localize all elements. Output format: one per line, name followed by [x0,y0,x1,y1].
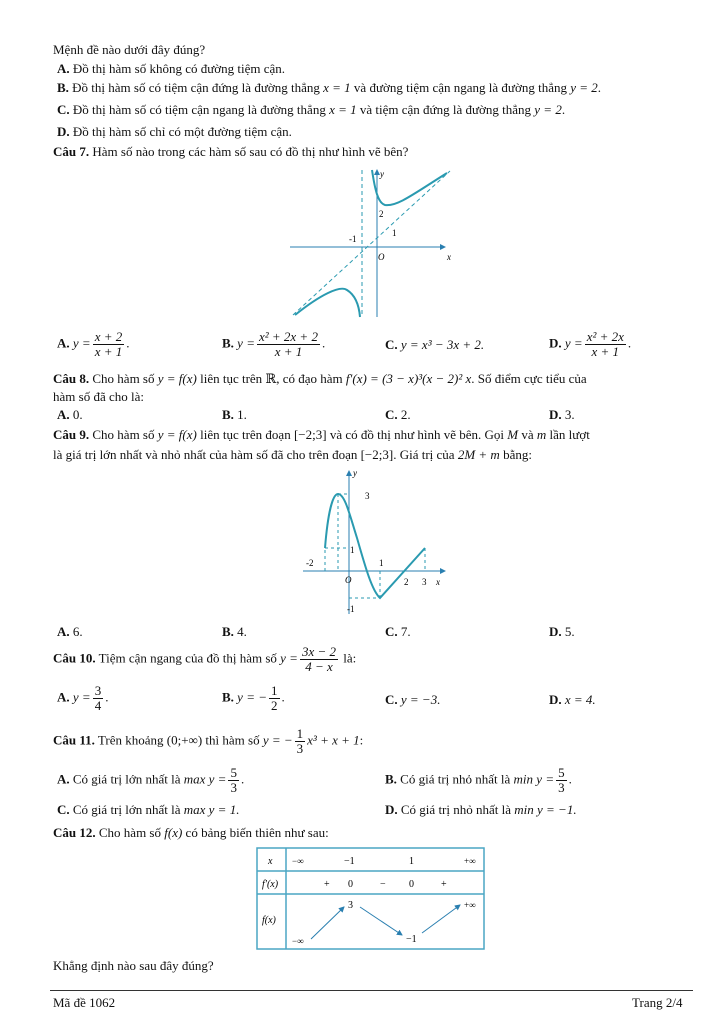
option-label: A. [57,61,70,76]
q12-variation-table [256,847,486,951]
option-text: Có giá trị lớn nhất là [72,771,181,787]
x-value: +∞ [464,856,476,866]
question-text: là: [343,650,357,666]
option-label: B. [222,407,234,422]
fraction [295,727,306,756]
fraction [93,684,104,713]
question-text: liên tục trên đoạn [200,427,291,442]
math-expr: x = 1 [323,80,351,95]
q7-graph [285,165,460,320]
option-label: D. [549,624,562,639]
question-text: bằng: [503,447,532,462]
tick-label-y1: 1 [350,545,355,555]
option-label: C. [57,802,70,817]
origin-label: O [378,252,385,262]
question-text: Tiệm cận ngang của đồ thị hàm số [98,650,277,666]
math-expr: f(x) [164,825,183,840]
denominator: 3 [296,741,304,756]
numerator: 1 [296,726,304,741]
option-label: D. [385,802,398,817]
tick-label-2: 2 [379,209,384,219]
q9-option-b [222,624,247,640]
option-label: D. [549,335,562,351]
option-text: 5. [564,624,575,639]
question-text: lần lượt [549,427,590,442]
question-text: . Giá trị của [393,447,455,462]
math-expr: y = −3. [400,692,441,707]
question-text: là giá trị lớn nhất và nhỏ nhất của hàm số đã cho trên đoạn [53,447,358,462]
option-label: D. [549,692,562,707]
math-expr: f′(x) = (3 − x)³(x − 2)² x [345,371,472,386]
math-expr: min y = −1. [514,802,577,817]
math-expr: max y = [183,771,227,787]
question-label: Câu 9. [53,427,90,442]
fprime-sign: − [380,879,386,890]
option-label: D. [57,124,70,139]
question-text: có bảng biến thiên như sau: [185,825,329,840]
q8-option-b [222,407,247,423]
punctuation: . [105,689,109,705]
row-label-f: f(x) [262,915,276,926]
math-expr: y = [72,689,91,705]
option-label: B. [385,771,397,787]
fprime-value: 0 [348,879,353,890]
q10-option-d [549,692,596,708]
option-text: 4. [237,624,247,639]
q10-option-c [385,692,440,708]
question-text: , có đạo hàm [276,371,343,386]
fraction [300,645,338,674]
q11-option-d [385,802,577,818]
question-text: liên tục trên [200,371,263,386]
fraction [228,766,239,795]
option-text: Có giá trị nhỏ nhất là [400,802,512,817]
tick-label-x3: 3 [422,577,427,587]
increasing-arrow [311,907,344,939]
option-text: 3. [564,407,575,422]
q10-option-a [57,684,108,713]
option-label: D. [549,407,562,422]
q9-graph [300,466,450,616]
option-label: B. [222,689,234,705]
option-label: A. [57,407,70,422]
math-expr: y = x³ − 3x + 2. [400,337,485,352]
increasing-arrow [422,905,460,933]
q7-stem [53,144,408,160]
math-expr: y = f(x) [157,371,197,386]
oblique-asymptote [293,171,450,315]
x-value: 1 [409,856,414,867]
question-text: Trên khoảng [97,732,164,748]
tick-label-x1: 1 [379,558,384,568]
question-label: Câu 10. [53,650,96,666]
option-label: C. [385,692,398,707]
option-text: 2. [400,407,411,422]
fraction [556,766,567,795]
fprime-value: 0 [409,879,414,890]
q9-option-d [549,624,575,640]
question-text: Cho hàm số [98,825,161,840]
math-expr: m [536,427,547,442]
option-label: C. [385,337,398,352]
question-label: Câu 7. [53,144,90,159]
math-expr: 2M + m [457,447,500,462]
denominator: x + 1 [274,344,303,359]
question-label: Câu 11. [53,732,95,748]
math-expr: min y = [513,771,555,787]
q8-option-c [385,407,411,423]
tick-label-1: 1 [392,228,397,238]
punctuation: . [281,689,285,705]
option-label: C. [385,624,398,639]
math-expr: y = − [237,689,267,705]
math-expr: y = [564,335,583,351]
intro-stem: Mệnh đề nào dưới đây đúng? [53,42,206,57]
intro-option-c: C. Đồ thị hàm số có tiệm cận ngang là đường thẳng x = 1 và tiệm cận đứng là đường thẳng y = 2. [57,102,566,117]
math-expr: y = [72,335,91,351]
denominator: x + 1 [591,344,620,359]
fraction [93,330,125,359]
curve-left-branch [295,289,360,317]
question-label: Câu 8. [53,371,90,386]
x-axis-label: x [447,252,451,262]
question-text: thì hàm số [205,732,260,748]
fraction [585,330,626,359]
footer-divider [50,990,693,991]
option-text: 6. [72,624,83,639]
math-expr: y = f(x) [157,427,197,442]
math-expr: y = − [262,732,293,748]
numerator: 1 [271,683,278,698]
q9-stem-line2 [53,447,532,463]
tick-label-x2: 2 [404,577,409,587]
intro-option-b: B. Đồ thị hàm số có tiệm cận đứng là đường thẳng x = 1 và đường tiệm cận ngang là đường thẳng y = 2. [57,80,602,95]
q8-stem-line1 [53,371,587,387]
q10-stem [53,645,356,674]
punctuation: . [568,771,572,787]
fraction [257,330,320,359]
math-expr: x = 4. [564,692,596,707]
math-expr: [−2;3] [360,447,394,462]
q10-option-b [222,684,285,713]
numerator: 5 [230,765,237,780]
option-label: C. [385,407,398,422]
x-value: −1 [344,856,355,867]
question-text: Hàm số nào trong các hàm số sau có đồ thị như hình vẽ bên? [92,144,409,159]
row-label-x: x [268,856,273,867]
option-text: Đồ thị hàm số không có đường tiệm cận. [72,61,286,76]
q7-option-d: D. y = $\frac{\text{x² + 2x}}{x + 1}$ . [549,329,632,359]
denominator: 4 [94,698,102,713]
math-expr: M [507,427,519,442]
question-text: . Số điểm cực tiểu của [471,371,587,386]
tick-label-minus1: -1 [349,234,357,244]
decreasing-arrow [360,907,402,935]
row-label-fprime: f′(x) [262,879,279,890]
y-axis-label: y [353,468,357,478]
option-text: 1. [237,407,247,422]
q8-option-a [57,407,83,423]
q12-question: Khẳng định nào sau đây đúng? [53,958,214,973]
f-value: −1 [406,934,417,945]
tick-label-y-minus1: -1 [347,604,355,614]
question-text: Cho hàm số [92,427,155,442]
option-text: 7. [400,624,411,639]
page-number: Trang 2/4 [632,995,683,1010]
question-text: và [521,427,534,442]
curve [325,494,425,598]
math-expr: max y = 1. [183,802,240,817]
math-expr: y = 2 [570,80,598,95]
option-label: A. [57,335,70,351]
option-label: C. [57,102,70,117]
fraction [269,684,280,713]
numerator: x + 2 [94,329,123,344]
f-value: +∞ [464,900,476,910]
denominator: 4 − x [305,659,333,674]
q7-option-a: A. y = $\frac{x + 2}{x + 1}$ . [57,329,130,359]
punctuation: . [240,771,245,787]
numerator: x² + 2x + 2 [258,329,318,344]
option-label: B. [222,335,234,351]
numerator: x² + 2x [586,329,624,344]
question-text: : [359,732,364,748]
tick-label-y3: 3 [365,491,370,501]
q12-stem [53,825,329,841]
numerator: 3x − 2 [301,644,336,659]
math-expr: x = 1 [329,102,357,117]
math-expr: y = 2 [534,102,562,117]
numerator: 3 [94,683,102,698]
q7-option-b: B. y = $\frac{\text{x² + 2x + 2}}{x + 1}$ . [222,329,326,359]
math-expr: ℝ [265,371,277,386]
intro-option-d [57,124,292,140]
option-text: Đồ thị hàm số có tiệm cận ngang là đường thẳng [72,102,326,117]
option-text: Có giá trị lớn nhất là [72,802,181,817]
denominator: 2 [271,698,278,713]
fprime-sign: + [441,879,447,890]
q9-stem-line1 [53,427,590,443]
option-label: A. [57,771,70,787]
option-text: Có giá trị nhỏ nhất là [400,771,511,787]
math-expr: y = [237,335,255,351]
q11-option-a [57,766,244,795]
math-expr: [−2;3] [293,427,327,442]
denominator: 3 [558,780,565,795]
denominator: 3 [230,780,237,795]
option-text: 0. [72,407,83,422]
q9-option-c [385,624,411,640]
y-axis-label: y [380,169,384,179]
f-value: −∞ [292,936,304,946]
option-text: Đồ thị hàm số có tiệm cận đứng là đường thẳng [72,80,320,95]
option-text: Đồ thị hàm số chỉ có một đường tiệm cận. [72,124,292,139]
math-expr: (0;+∞) [166,732,203,748]
q8-option-d [549,407,575,423]
option-text: và đường tiệm cận ngang là đường thẳng [353,80,567,95]
origin-label: O [345,575,352,585]
q11-option-c [57,802,239,818]
q11-stem [53,727,363,756]
tick-label-x-minus2: -2 [306,558,314,568]
option-label: A. [57,689,70,705]
math-expr: x³ + x + 1 [307,732,360,748]
fprime-sign: + [324,879,330,890]
exam-code: Mã đề 1062 [53,995,116,1010]
option-label: B. [57,80,69,95]
x-axis-label: x [436,577,440,587]
question-text: và có đồ thị như hình vẽ bên. Gọi [329,427,505,442]
math-expr: y = [280,650,298,666]
x-value: −∞ [292,856,304,866]
q7-option-c [385,337,484,353]
q8-stem-line2: hàm số đã cho là: [53,389,144,404]
q11-option-b [385,766,572,795]
numerator: 5 [558,765,565,780]
option-text: và tiệm cận đứng là đường thẳng [359,102,532,117]
denominator: x + 1 [94,344,123,359]
option-label: A. [57,624,70,639]
option-label: B. [222,624,234,639]
question-text: Cho hàm số [92,371,155,386]
q9-option-a [57,624,83,640]
intro-option-a [57,61,285,77]
f-value: 3 [348,900,353,911]
question-label: Câu 12. [53,825,96,840]
